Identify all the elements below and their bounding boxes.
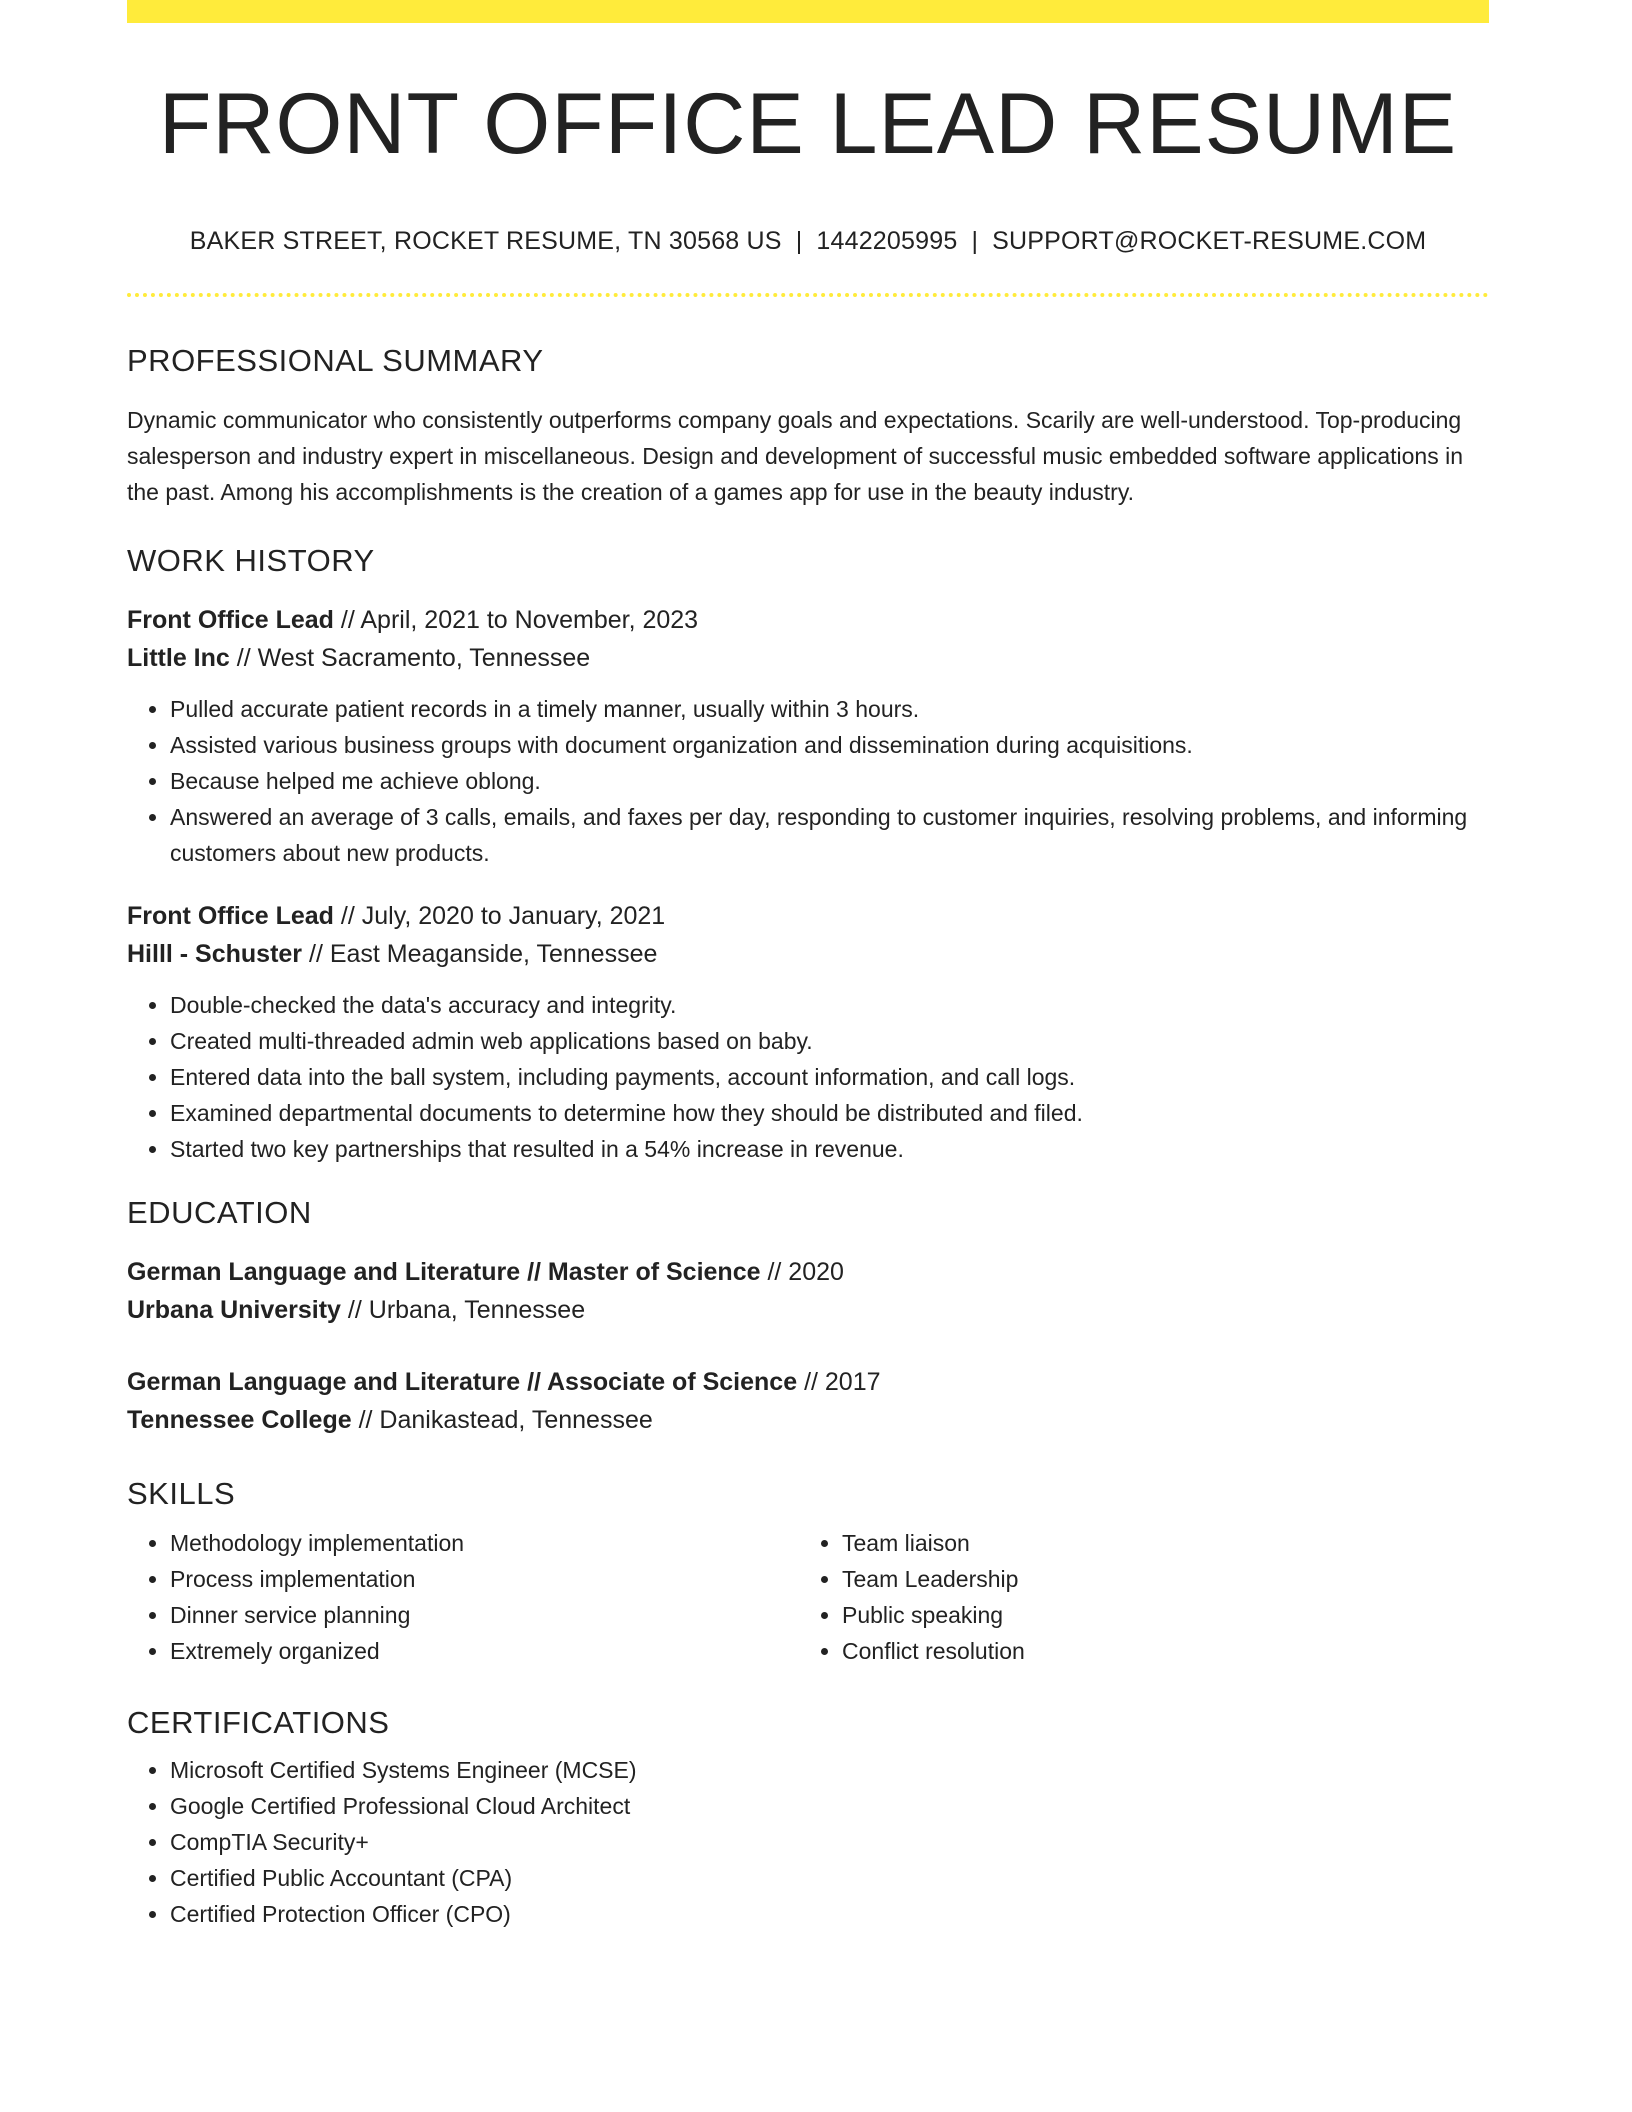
list-item: • Entered data into the ball system, including payments, account information, and call logs.	[170, 1059, 1489, 1095]
education-location: // Danikastead, Tennessee	[358, 1406, 653, 1434]
job-entry	[127, 897, 1489, 1167]
education-degree-line	[127, 1363, 1489, 1401]
accent-bar	[127, 0, 1489, 23]
section-heading-education: EDUCATION	[127, 1195, 312, 1230]
list-item: • Team liaison	[842, 1525, 1471, 1561]
list-item: • Process implementation	[170, 1561, 799, 1597]
education-school-line	[127, 1401, 1489, 1439]
list-item: • Because helped me achieve oblong.	[170, 763, 1489, 799]
education-entry	[127, 1253, 1489, 1329]
list-item: • Extremely organized	[170, 1633, 799, 1669]
contact-email: SUPPORT@ROCKET-RESUME.COM	[992, 227, 1427, 255]
section-heading-work: WORK HISTORY	[127, 543, 375, 578]
skills-list-left	[127, 1525, 799, 1669]
education-degree-line	[127, 1253, 1489, 1291]
job-company-line	[127, 935, 1489, 973]
job-company: Little Inc	[127, 644, 230, 672]
job-entry	[127, 601, 1489, 871]
contact-phone: 1442205995	[816, 227, 958, 255]
skills-columns	[127, 1525, 1489, 1669]
list-item: • Public speaking	[842, 1597, 1471, 1633]
contact-separator: |	[971, 227, 979, 255]
job-dates: // April, 2021 to November, 2023	[340, 606, 699, 634]
list-item: • CompTIA Security+	[170, 1824, 1489, 1860]
list-item: • Conflict resolution	[842, 1633, 1471, 1669]
certifications-list	[127, 1752, 1489, 1932]
list-item: • Answered an average of 3 calls, emails, and faxes per day, responding to customer inquiries, resolving problems, and informing customers about new products.	[170, 799, 1489, 871]
contact-address: BAKER STREET, ROCKET RESUME, TN 30568 US	[189, 227, 782, 255]
job-location: // East Meaganside, Tennessee	[309, 940, 658, 968]
list-item: • Pulled accurate patient records in a timely manner, usually within 3 hours.	[170, 691, 1489, 727]
list-item: • Started two key partnerships that resulted in a 54% increase in revenue.	[170, 1131, 1489, 1167]
list-item: • Certified Protection Officer (CPO)	[170, 1896, 1489, 1932]
job-title: Front Office Lead	[127, 606, 334, 634]
education-year: // 2017	[804, 1368, 881, 1396]
job-location: // West Sacramento, Tennessee	[236, 644, 591, 672]
education-year: // 2020	[767, 1258, 844, 1286]
job-title-line	[127, 601, 1489, 639]
job-title: Front Office Lead	[127, 902, 334, 930]
section-heading-certifications: CERTIFICATIONS	[127, 1705, 390, 1740]
job-company: Hilll - Schuster	[127, 940, 303, 968]
contact-separator: |	[795, 227, 803, 255]
list-item: • Assisted various business groups with document organization and dissemination during acquisitions.	[170, 727, 1489, 763]
section-heading-skills: SKILLS	[127, 1476, 236, 1511]
skills-list-right	[799, 1525, 1471, 1669]
education-degree: German Language and Literature // Master of Science	[127, 1258, 761, 1286]
education-degree: German Language and Literature // Associate of Science	[127, 1368, 798, 1396]
list-item: • Double-checked the data's accuracy and integrity.	[170, 987, 1489, 1023]
resume-page	[127, 0, 1489, 1932]
list-item: • Google Certified Professional Cloud Architect	[170, 1788, 1489, 1824]
education-school-line	[127, 1291, 1489, 1329]
list-item: • Microsoft Certified Systems Engineer (MCSE)	[170, 1752, 1489, 1788]
list-item: • Certified Public Accountant (CPA)	[170, 1860, 1489, 1896]
job-dates: // July, 2020 to January, 2021	[340, 902, 666, 930]
job-company-line	[127, 639, 1489, 677]
job-title-line	[127, 897, 1489, 935]
job-bullets	[127, 691, 1489, 871]
list-item: • Team Leadership	[842, 1561, 1471, 1597]
list-item: • Dinner service planning	[170, 1597, 799, 1633]
list-item: • Examined departmental documents to determine how they should be distributed and filed.	[170, 1095, 1489, 1131]
list-item: • Created multi-threaded admin web applications based on baby.	[170, 1023, 1489, 1059]
list-item: • Methodology implementation	[170, 1525, 799, 1561]
contact-line	[127, 227, 1489, 256]
education-school: Tennessee College	[127, 1406, 352, 1434]
summary-text: Dynamic communicator who consistently outperforms company goals and expectations. Scarily are well-understood. Top-producing salesperson and industry expert in miscellaneous. Design and development of successful music embedded software applications in the past. Among his accomplishments is the creation of a games app for use in the beauty industry.	[127, 407, 1464, 505]
dotted-divider	[127, 293, 1489, 297]
education-entry	[127, 1363, 1489, 1439]
education-location: // Urbana, Tennessee	[347, 1296, 586, 1324]
section-heading-summary: PROFESSIONAL SUMMARY	[127, 343, 544, 378]
job-bullets	[127, 987, 1489, 1167]
resume-title: FRONT OFFICE LEAD RESUME	[158, 76, 1458, 172]
education-school: Urbana University	[127, 1296, 341, 1324]
